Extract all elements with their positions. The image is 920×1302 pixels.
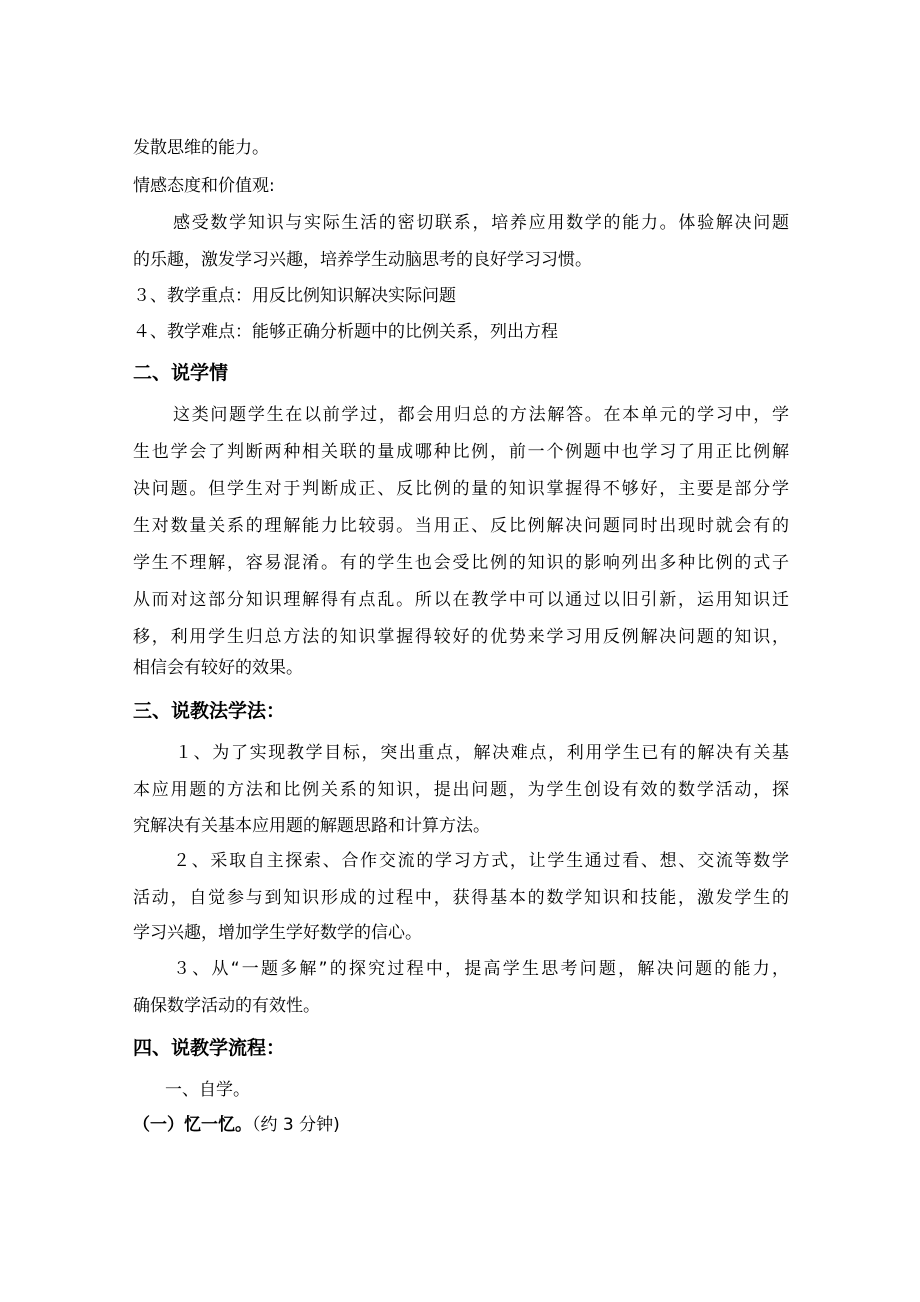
paragraph-line: 移，利用学生归总方法的知识掌握得较好的优势来学习用反例解决问题的知识， (133, 627, 789, 647)
paragraph-line: ３、从“一题多解”的探究过程中，提高学生思考问题，解决问题的能力， (173, 959, 789, 979)
subsection-title (133, 1115, 793, 1135)
paragraph-line: 决问题。但学生对于判断成正、反比例的量的知识掌握得不够好，主要是部分学 (133, 479, 789, 499)
paragraph-line: 发散思维的能力。 (133, 138, 269, 158)
paragraph-line: １、为了实现教学目标，突出重点，解决难点，利用学生已有的解决有关基 (175, 743, 789, 763)
paragraph-line: 这类问题学生在以前学过，都会用归总的方法解答。在本单元的学习中，学 (173, 405, 789, 425)
paragraph-line: 学生不理解，容易混淆。有的学生也会受比例的知识的影响列出多种比例的式子 (133, 553, 789, 573)
paragraph-line: 本应用题的方法和比例关系的知识，提出问题，为学生创设有效的数学活动，探 (133, 780, 789, 800)
paragraph-line: ４、教学难点：能够正确分析题中的比例关系，列出方程 (133, 322, 558, 342)
paragraph-line: 究解决有关基本应用题的解题思路和计算方法。 (133, 816, 490, 836)
section-heading: 四、说教学流程： (133, 1037, 286, 1059)
paragraph-line: 相信会有较好的效果。 (133, 658, 303, 678)
paragraph-line: 感受数学知识与实际生活的密切联系，培养应用数学的能力。体验解决问题 (173, 213, 789, 233)
paragraph-line: 生对数量关系的理解能力比较弱。当用正、反比例解决问题同时出现时就会有的 (133, 516, 789, 536)
paragraph-line: ３、教学重点：用反比例知识解决实际问题 (133, 286, 456, 306)
paragraph-line: 学习兴趣，增加学生学好数学的信心。 (133, 923, 422, 943)
paragraph-line: 从而对这部分知识理解得有点乱。所以在教学中可以通过以旧引新，运用知识迁 (133, 590, 789, 610)
paragraph-line: 的乐趣，激发学习兴趣，培养学生动脑思考的良好学习习惯。 (133, 250, 592, 270)
subsection-label: 一、自学。 (165, 1080, 250, 1100)
paragraph-line: 确保数学活动的有效性。 (133, 996, 320, 1016)
section-heading: 三、说教法学法： (133, 700, 286, 722)
section-heading: 二、说学情 (133, 362, 229, 384)
paragraph-line: 活动，自觉参与到知识形成的过程中，获得基本的数学知识和技能，激发学生的 (133, 888, 789, 908)
subsection-bold-label: （一）忆一忆。 (133, 1115, 252, 1135)
paragraph-line: 生也学会了判断两种相关联的量成哪种比例，前一个例题中也学习了用正比例解 (133, 442, 789, 462)
paragraph-line: ２、采取自主探索、合作交流的学习方式，让学生通过看、想、交流等数学 (173, 851, 789, 871)
paragraph-line: 情感态度和价值观: (133, 176, 275, 196)
subsection-duration-note: （约 3 分钟) (252, 1115, 340, 1135)
